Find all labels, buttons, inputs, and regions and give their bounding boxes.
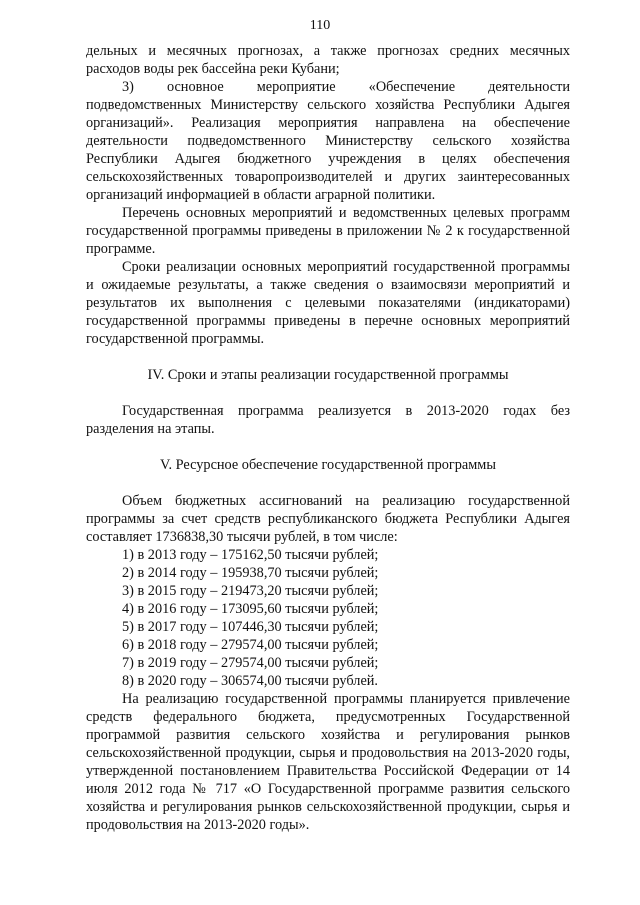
budget-list-item: 8) в 2020 году – 306574,00 тысячи рублей. xyxy=(122,673,379,689)
budget-list-item: 1) в 2013 году – 175162,50 тысячи рублей; xyxy=(122,547,379,563)
document-body xyxy=(86,42,570,834)
budget-list-item: 5) в 2017 году – 107446,30 тысячи рублей; xyxy=(122,619,379,635)
paragraph-federal-funding: На реализацию государственной программы планируется привлечение средств федерального бюджета, предусмотренных Государственной программой развития сельского хозяйства и регулирования рынков сельскохозяйственной продукции, сырья и продовольствия на 2013-2020 годы, утвержденной постановлением Правительства Российской Федерации от 14 июля 2012 года № 717 «О Государственной программе развития сельского хозяйства и регулирования рынков сельскохозяйственной продукции, сырья и продовольствия на 2013-2020 годы». xyxy=(86,691,570,833)
paragraph-measures-list: Перечень основных мероприятий и ведомственных целевых программ государственной программы приведены в приложении № 2 к государственной программе. xyxy=(86,205,570,257)
section-heading-iv: IV. Сроки и этапы реализации государственной программы xyxy=(147,367,509,383)
budget-list-item: 6) в 2018 году – 279574,00 тысячи рублей; xyxy=(122,637,379,653)
budget-list-item: 4) в 2016 году – 173095,60 тысячи рублей; xyxy=(122,601,379,617)
budget-list-item: 2) в 2014 году – 195938,70 тысячи рублей; xyxy=(122,565,379,581)
page-number: 110 xyxy=(309,18,331,33)
budget-list-item: 3) в 2015 году – 219473,20 тысячи рублей; xyxy=(122,583,379,599)
budget-list-item: 7) в 2019 году – 279574,00 тысячи рублей; xyxy=(122,655,379,671)
paragraph-measure-3: 3) основное мероприятие «Обеспечение деятельности подведомственных Министерству сельского хозяйства Республики Адыгея организаций». Реализация мероприятия направлена на обеспечение деятельности подведомственного Министерству сельского хозяйства Республики Адыгея бюджетного учреждения в целях обеспечения сельскохозяйственных товаропроизводителей и других заинтересованных организаций информацией в области аграрной политики. xyxy=(86,79,570,203)
paragraph-budget-total: Объем бюджетных ассигнований на реализацию государственной программы за счет средств республиканского бюджета Республики Адыгея составляет 1736838,30 тысячи рублей, в том числе: xyxy=(86,493,570,545)
paragraph-program-period: Государственная программа реализуется в 2013-2020 годах без разделения на этапы. xyxy=(86,403,570,437)
section-heading-v: V. Ресурсное обеспечение государственной программы xyxy=(160,457,496,473)
paragraph-forecasts: дельных и месячных прогнозах, а также прогнозах средних месячных расходов воды рек бассейна реки Кубани; xyxy=(86,43,570,77)
paragraph-timeline: Сроки реализации основных мероприятий государственной программы и ожидаемые результаты, а также сведения о взаимосвязи мероприятий и результатов их выполнения с целевыми показателями (индикаторами) государственной программы приведены в перечне основных мероприятий государственной программы. xyxy=(86,259,570,347)
